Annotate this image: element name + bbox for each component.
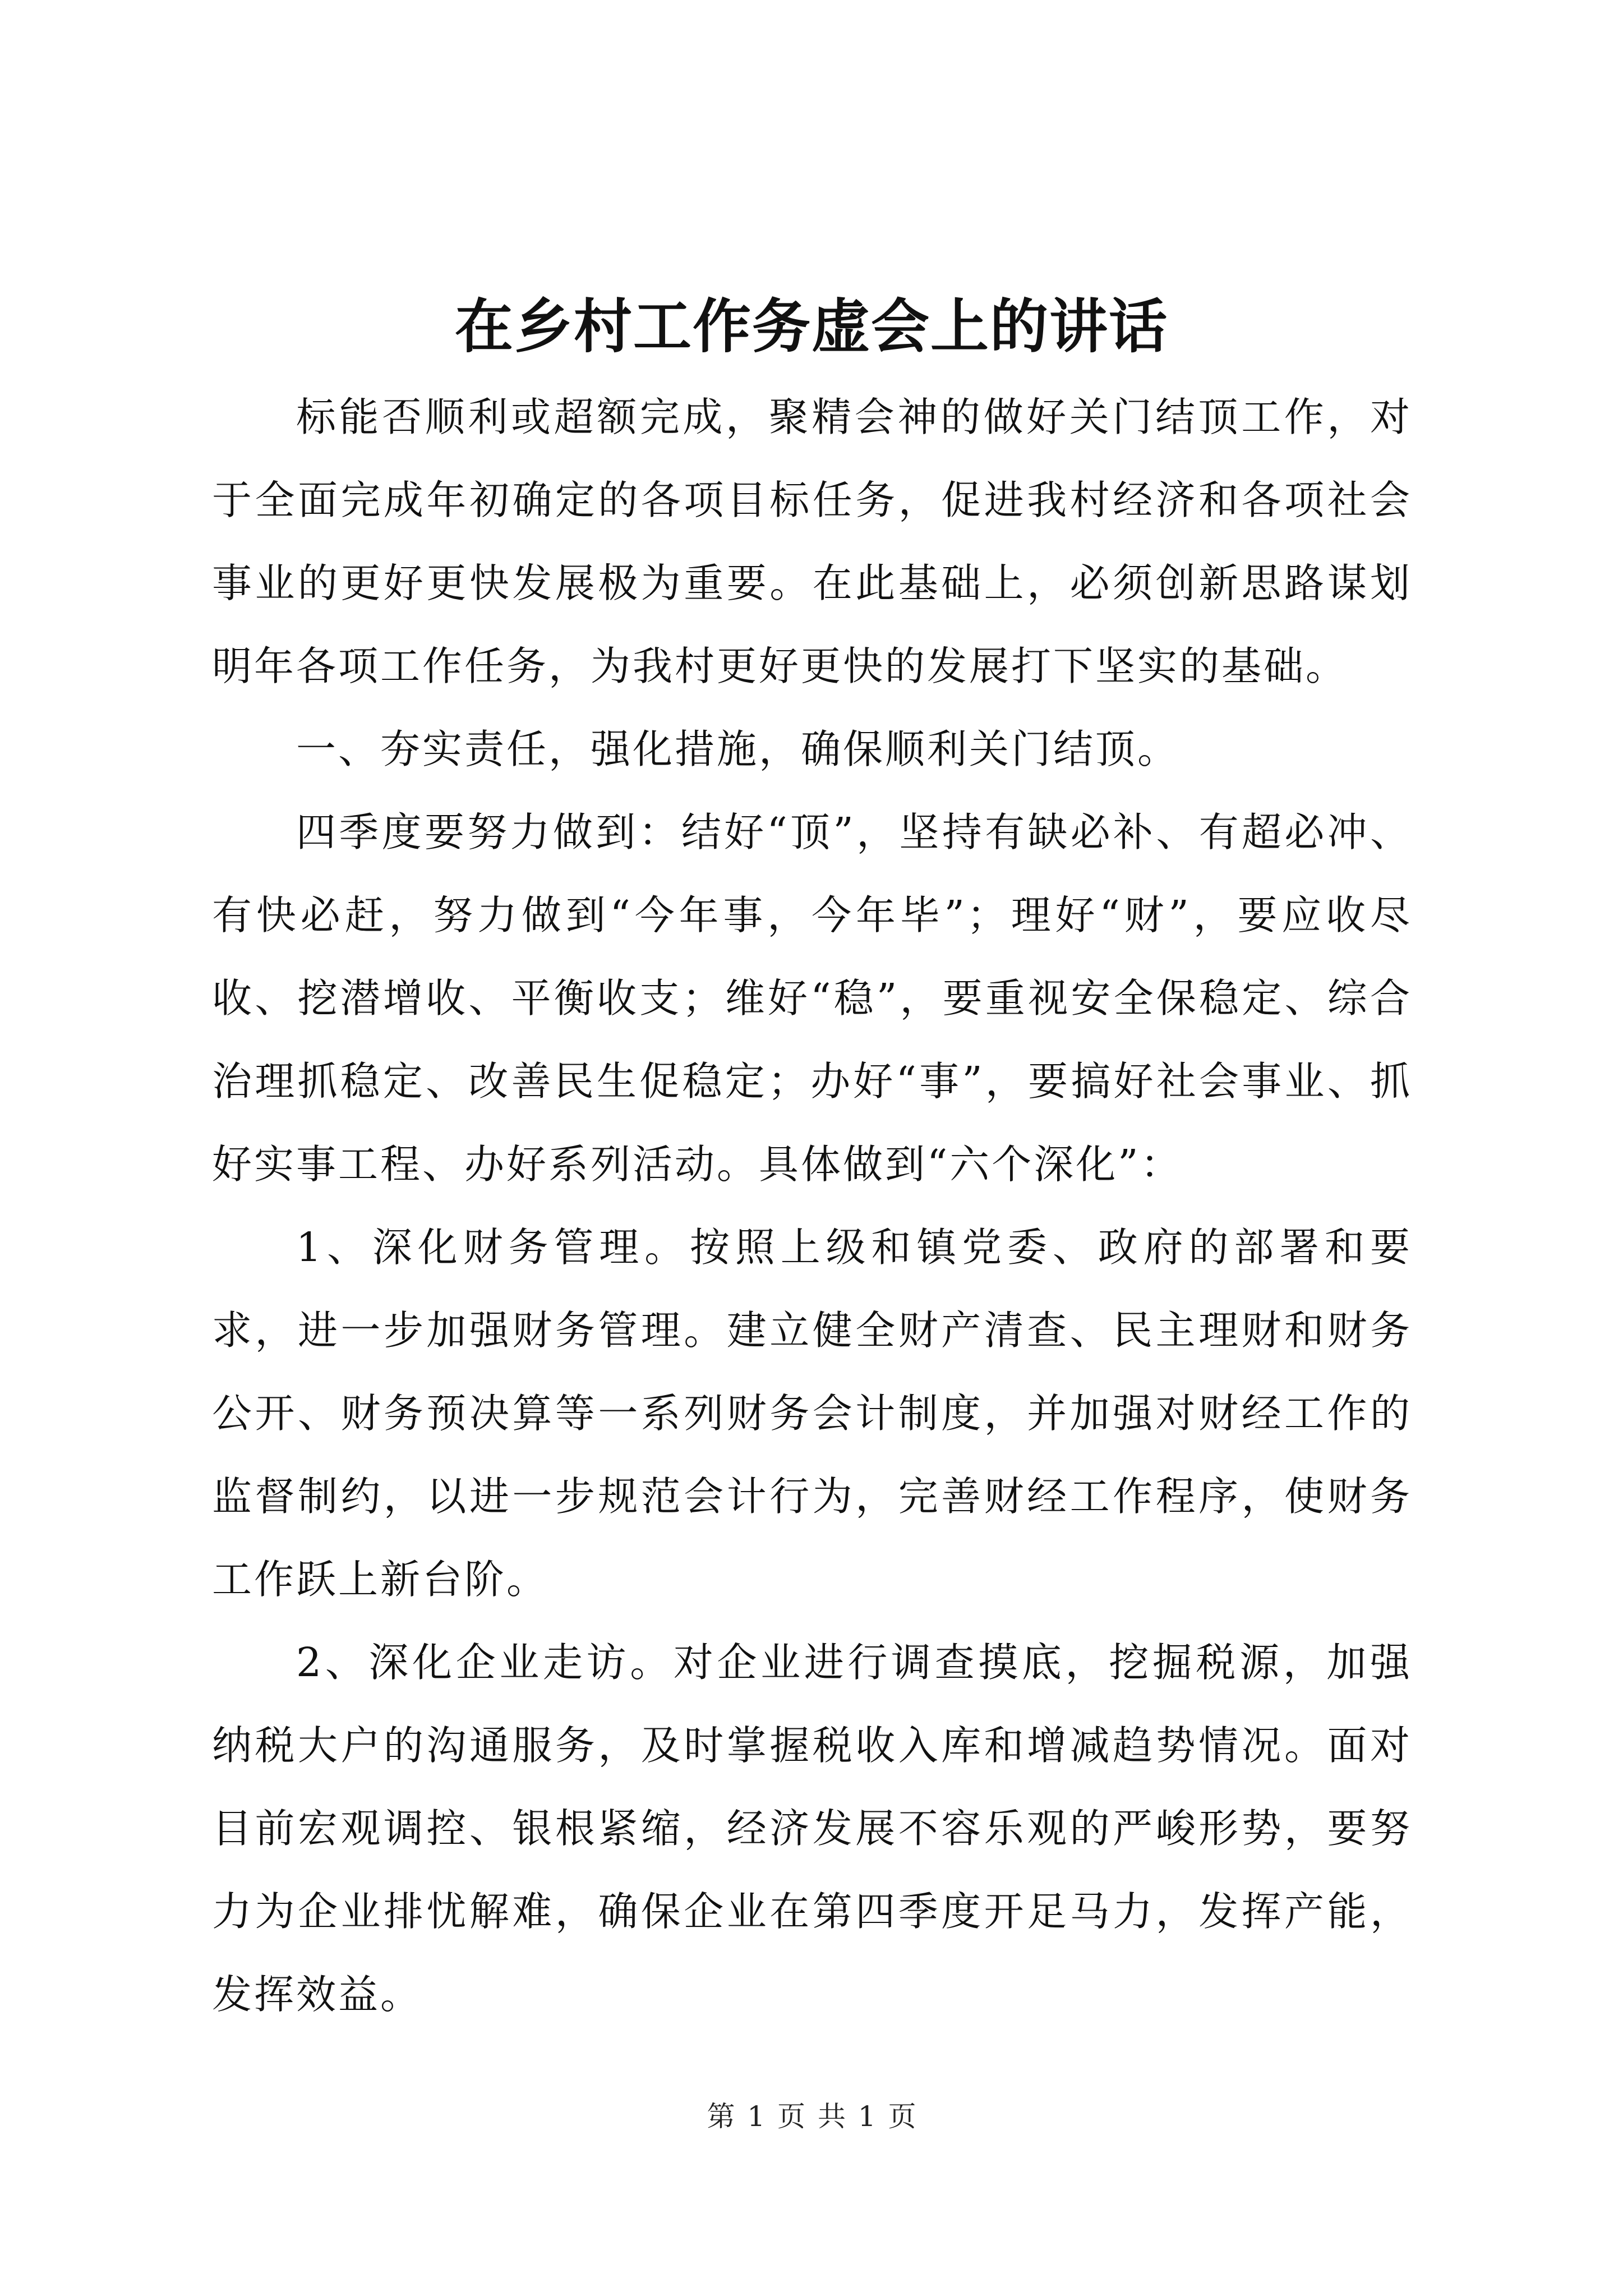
section-heading-1: 一、夯实责任，强化措施，确保顺利关门结顶。 [296, 726, 1180, 772]
document-title: 在乡村工作务虚会上的讲话 [454, 292, 1168, 361]
paragraph-fourth-quarter: 四季度要努力做到：结好“顶”，坚持有缺必补、有超必冲、有快必赶，努力做到“今年事，今年毕”；理好“财”，要应收尽收、挖潜增收、平衡收支；维好“稳”，要重视安全保稳定、综合治理抓稳定、改善民生促稳定；办好“事”，要搞好社会事业、抓好实事工程、办好系列活动。具体做到“六个深化”： [212, 809, 1412, 1188]
paragraph-enterprise-visits: 2、深化企业走访。对企业进行调查摸底，挖掘税源，加强纳税大户的沟通服务，及时掌握税收入库和增减趋势情况。面对目前宏观调控、银根紧缩，经济发展不容乐观的严峻形势，要努力为企业排忧解难，确保企业在第四季度开足马力，发挥产能，发挥效益。 [212, 1639, 1412, 2018]
page-footer: 第 1 页 共 1 页 [707, 2100, 916, 2133]
paragraph-finance-management: 1、深化财务管理。按照上级和镇党委、政府的部署和要求，进一步加强财务管理。建立健全财产清查、民主理财和财务公开、财务预决算等一系列财务会计制度，并加强对财经工作的监督制约，以进一步规范会计行为，完善财经工作程序，使财务工作跃上新台阶。 [212, 1224, 1412, 1603]
paragraph-intro: 标能否顺利或超额完成，聚精会神的做好关门结顶工作，对于全面完成年初确定的各项目标任务，促进我村经济和各项社会事业的更好更快发展极为重要。在此基础上，必须创新思路谋划明年各项工作任务，为我村更好更快的发展打下坚实的基础。 [212, 394, 1412, 689]
document-body [212, 376, 1412, 2036]
